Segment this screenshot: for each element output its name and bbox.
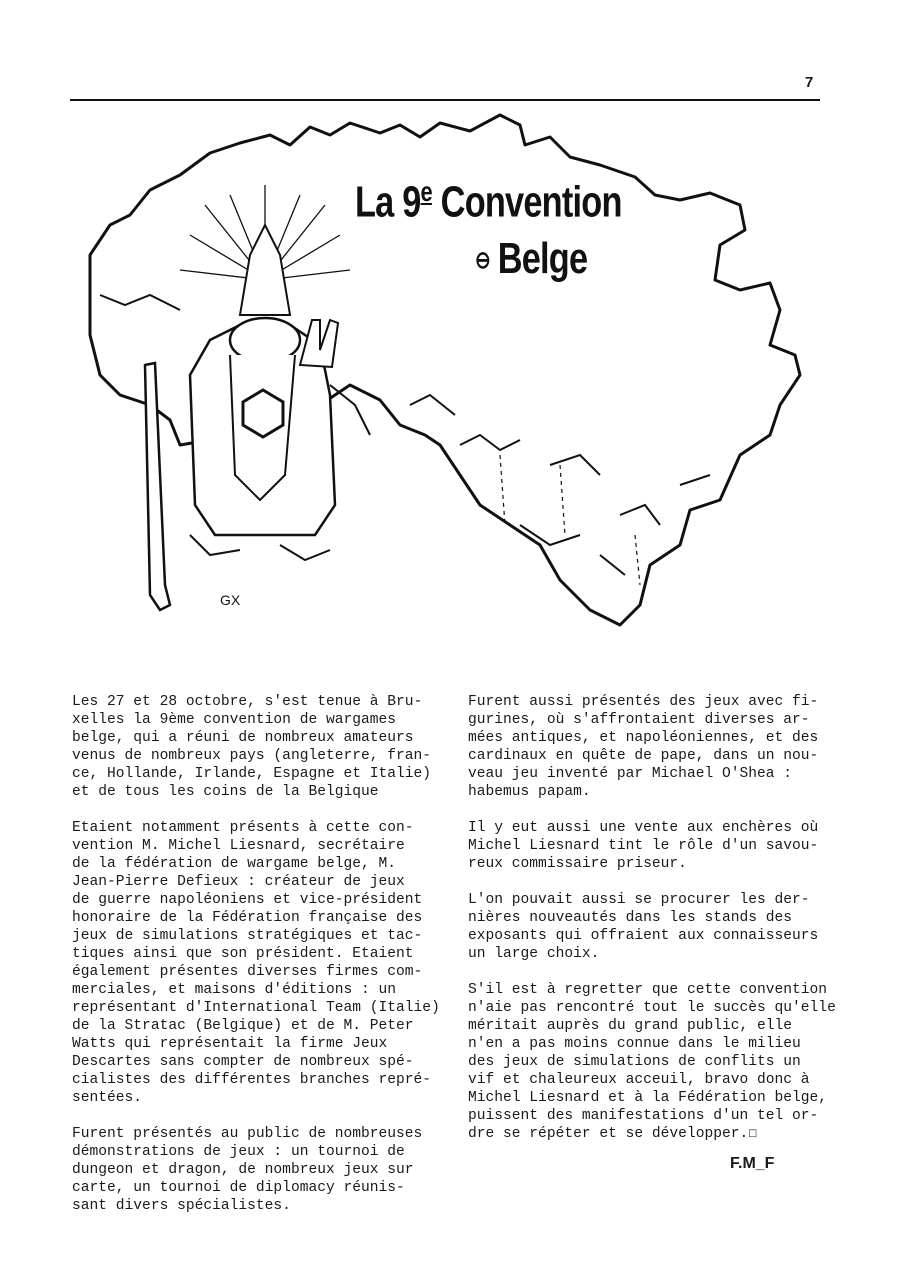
top-rule <box>70 99 820 101</box>
pope-feet <box>190 535 330 560</box>
author-signature: F.M_F <box>730 1155 775 1172</box>
title-line-2: ⊖ Belge <box>475 233 588 283</box>
paragraph: Il y eut aussi une vente aux enchères où Michel Liesnard tint le rôle d'un savou- reux commissaire priseur. <box>468 820 819 872</box>
paragraph: Furent aussi présentés des jeux avec fi- gurines, où s'affrontaient diverses ar- mées antiques, et napoléoniennes, et des cardinaux en quête de pape, dans un nou- veau jeu inventé par Michael O'Shea : habemus papam. <box>468 694 819 800</box>
hexagon-emblem <box>243 390 283 437</box>
artist-signature: GX <box>220 592 241 608</box>
title-line-1: La 9e Convention <box>355 176 622 227</box>
paragraph: L'on pouvait aussi se procurer les der- nières nouveautés dans les stands des exposants qui offraient aux connaisseurs un large choix. <box>468 892 819 962</box>
paragraph: S'il est à regretter que cette convention n'aie pas rencontré tout le succès qu'elle méritait auprès du grand public, elle n'en a pas moins connue dans le milieu des jeux de simulations de conflits un vif et chaleureux acceuil, bravo donc à Michel Liesnard et à la Fédération belge, puissent des manifestations d'un tel or- dre se répéter et se développer.☐ <box>468 982 836 1142</box>
paragraph: Furent présentés au public de nombreuses démonstrations de jeux : un tournoi de dungeon et dragon, de nombreux jeux sur carte, un tournoi de diplomacy réunis- sant divers spécialistes. <box>72 1126 423 1214</box>
article-column-left <box>72 693 452 1233</box>
paragraph: Les 27 et 28 octobre, s'est tenue à Bru- xelles la 9ème convention de wargames belge, qui a réuni de nombreux amateurs venus de nombreux pays (angleterre, fran- ce, Hollande, Irlande, Espagne et Italie) et de tous les coins de la Belgique <box>72 694 432 800</box>
disc-icon: ⊖ <box>475 247 490 275</box>
article-column-right <box>468 693 848 1161</box>
paragraph: Etaient notamment présents à cette con- vention M. Michel Liesnard, secrétaire de la fédération de wargame belge, M. Jean-Pierre Defieux : créateur de jeux de guerre napoléoniens et vice-président honoraire de la Fédération française des jeux de simulations stratégiques et tac- tiques ainsi que son président. Etaient également présentes diverses firmes com- merciales, et maisons d'éditions : un représentant d'International Team (Italie) de la Stratac (Belgique) et de M. Peter Watts qui représentait la firme Jeux Descartes sans compter de nombreux spé- cialistes des différentes branches repré- sentées. <box>72 820 440 1106</box>
page-number: 7 <box>805 74 814 91</box>
article-title <box>355 178 655 281</box>
